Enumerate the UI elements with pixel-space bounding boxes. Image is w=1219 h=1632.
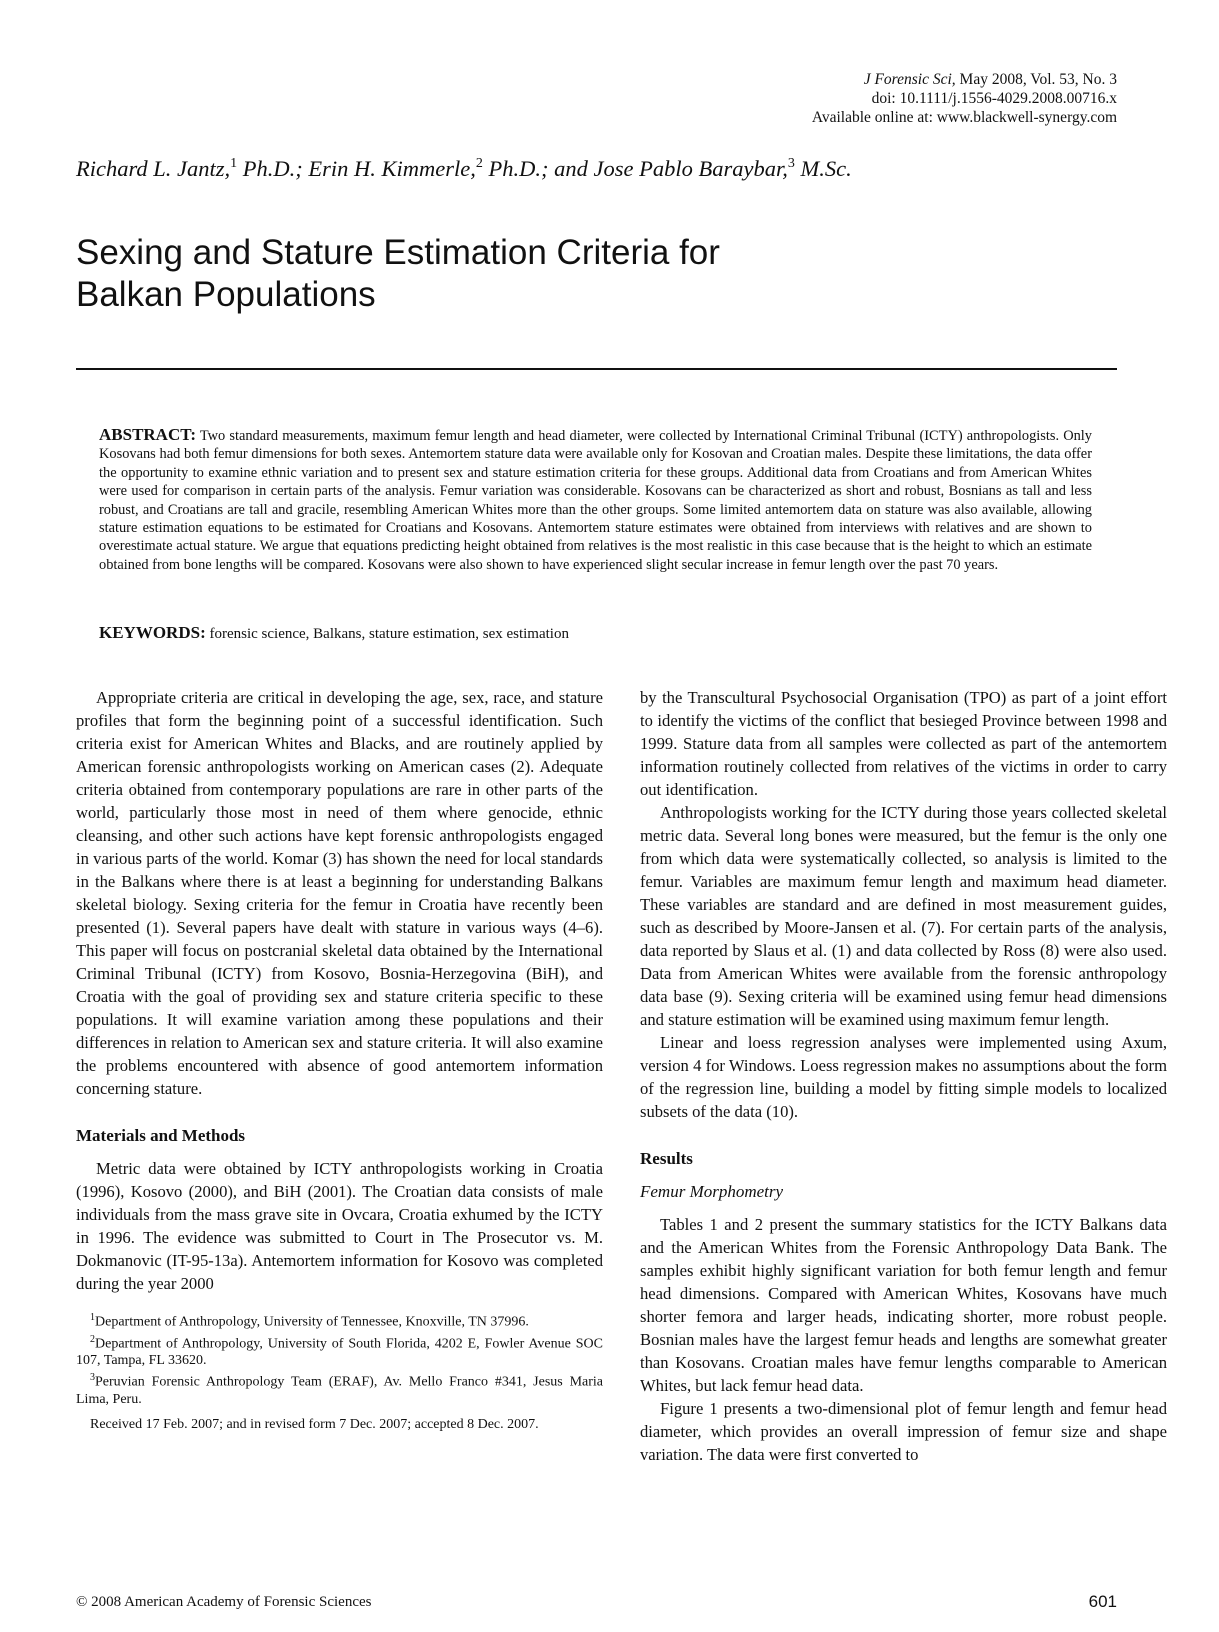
footnotes — [76, 1309, 603, 1433]
abstract — [99, 426, 1092, 574]
methods-heading: Materials and Methods — [76, 1126, 246, 1145]
journal-citation — [812, 70, 1117, 89]
paper-title — [76, 232, 976, 316]
keywords-label: KEYWORDS: — [99, 623, 206, 642]
footnote-text: Peruvian Forensic Anthropology Team (ERAF), Av. Mello Franco #341, Jesus Maria Lima, Peru. — [76, 1374, 603, 1407]
intro-paragraph: Appropriate criteria are critical in developing the age, sex, race, and stature profiles that form the beginning point of a successful identification. Such criteria exist for American Whites and Blacks, and are routinely applied by American forensic anthropologists working on American cases (2). Adequate criteria obtained from contemporary populations are rare in other parts of the world, particularly those most in need of them where genocide, ethnic cleansing, and other such actions have kept forensic anthropologists engaged in various parts of the world. Komar (3) has shown the need for local standards in the Balkans where there is at least a beginning for understanding Balkans skeletal biology. Sexing criteria for the femur in Croatia have recently been presented (1). Several papers have dealt with stature in various ways (4–6). This paper will focus on postcranial skeletal data obtained by the International Criminal Tribunal (ICTY) from Kosovo, Bosnia-Herzegovina (BiH), and Croatia with the goal of providing sex and stature criteria specific to these populations. It will examine variation among these populations and their differences in relation to American sex and stature criteria. It will also examine the problems encountered with absence of good antemortem information concerning stature. — [76, 688, 603, 1098]
author-affiliation-mark: 3 — [787, 156, 795, 171]
journal-name: J Forensic Sci, — [863, 71, 956, 88]
body-paragraph: Linear and loess regression analyses were implemented using Axum, version 4 for Windows. Loess regression makes no assumptions about the form of the regression line, building a model by fitting simple models to localized subsets of the data (10). — [640, 1033, 1167, 1121]
footnote-text: Department of Anthropology, University of South Florida, 4202 E, Fowler Avenue SOC 107, Tampa, FL 33620. — [76, 1336, 603, 1369]
footnote-mark: 2 — [90, 1333, 95, 1345]
page-number: 601 — [1088, 1592, 1117, 1611]
author-name: Richard L. Jantz, — [76, 156, 231, 181]
paper-title-line2: Balkan Populations — [76, 275, 376, 314]
journal-online: Available online at: www.blackwell-synergy.com — [811, 109, 1117, 126]
keywords-text: forensic science, Balkans, stature estimation, sex estimation — [205, 626, 569, 642]
femur-morphometry-heading: Femur Morphometry — [640, 1182, 784, 1201]
footnote — [76, 1331, 603, 1370]
abstract-label: ABSTRACT: — [99, 425, 196, 444]
methods-paragraph: Metric data were obtained by ICTY anthropologists working in Croatia (1996), Kosovo (2000), and BiH (2001). The Croatian data consists of male individuals from the mass grave site in Ovcara, Croatia exhumed by the ICTY in 1996. The evidence was submitted to Court in The Prosecutor vs. M. Dokmanovic (IT-95-13a). Antemortem information for Kosovo was completed during the year 2000 — [76, 1159, 603, 1293]
author-degree: Ph.D.; — [237, 156, 309, 181]
body-paragraph: Figure 1 presents a two-dimensional plot of femur length and femur head diameter, which provides an overall impression of femur size and shape variation. The data were first converted to — [640, 1399, 1167, 1464]
right-column — [640, 686, 1167, 1466]
author-name: Jose Pablo Baraybar, — [593, 156, 788, 181]
author-name: Erin H. Kimmerle, — [308, 156, 476, 181]
author-affiliation-mark: 2 — [475, 156, 483, 171]
author-list — [76, 156, 852, 182]
copyright-notice: © 2008 American Academy of Forensic Sciences — [76, 1594, 372, 1610]
footnote — [76, 1369, 603, 1408]
paper-title-line1: Sexing and Stature Estimation Criteria for — [76, 233, 720, 272]
results-heading: Results — [640, 1149, 693, 1168]
left-column — [76, 686, 603, 1433]
abstract-text: Two standard measurements, maximum femur length and head diameter, were collected by International Criminal Tribunal (ICTY) anthropologists. Only Kosovans had both femur dimensions for both sexes. Antemortem stature data were available only for Kosovan and Croatian males. Despite these limitations, the data offer the opportunity to examine ethnic variation and to present sex and stature estimation criteria for these groups. Additional data from Croatians and from American Whites were used for comparison in certain parts of the analysis. Femur variation was considerable. Kosovans can be characterized as short and robust, Bosnians as tall and less robust, and Croatians are tall and gracile, resembling American Whites more than the other groups. Some limited antemortem data on stature was also available, allowing stature estimation equations to be estimated for Croatians and Kosovans. Antemortem stature estimates were obtained from interviews with relatives and are shown to overestimate actual stature. We argue that equations predicting height obtained from relatives is the most realistic in this case because that is the height to which an estimate obtained from bone lengths will be compared. Kosovans were also shown to have experienced slight secular increase in femur length over the past 70 years. — [99, 428, 1092, 573]
journal-header — [812, 70, 1117, 127]
keywords — [99, 623, 569, 643]
footnote-mark: 1 — [90, 1312, 95, 1323]
author-degree: M.Sc. — [794, 156, 852, 181]
journal-doi: doi: 10.1111/j.1556-4029.2008.00716.x — [871, 90, 1117, 107]
body-paragraph: Tables 1 and 2 present the summary statistics for the ICTY Balkans data and the American Whites from the Forensic Anthropology Data Bank. The samples exhibit highly significant variation for both femur length and femur head dimensions. Compared with American Whites, Kosovans have much shorter femora and larger heads, indicating shorter, more robust people. Bosnian males have the largest femur heads and lengths are somewhat greater than Kosovans. Croatian males have femur lengths comparable to American Whites, but lack femur head data. — [640, 1215, 1167, 1395]
footnote-text: Department of Anthropology, University of Tennessee, Knoxville, TN 37996. — [95, 1314, 529, 1330]
journal-issue: May 2008, Vol. 53, No. 3 — [955, 71, 1117, 88]
title-divider — [76, 368, 1117, 370]
author-affiliation-mark: 1 — [230, 156, 238, 171]
footnote — [76, 1309, 603, 1331]
received-dates: Received 17 Feb. 2007; and in revised form 7 Dec. 2007; accepted 8 Dec. 2007. — [90, 1416, 539, 1432]
author-degree: Ph.D.; and — [482, 156, 594, 181]
body-paragraph: by the Transcultural Psychosocial Organisation (TPO) as part of a joint effort to identify the victims of the conflict that besieged Province between 1998 and 1999. Stature data from all samples were collected as part of the antemortem information routinely collected from relatives of the victims in order to carry out identification. — [640, 688, 1167, 799]
footnote-mark: 3 — [90, 1372, 95, 1384]
body-paragraph: Anthropologists working for the ICTY during those years collected skeletal metric data. Several long bones were measured, but the femur is the only one from which data were systematically collected, so analysis is limited to the femur. Variables are maximum femur length and maximum head diameter. These variables are standard and are defined in most measurement guides, such as described by Moore-Jansen et al. (7). For certain parts of the analysis, data reported by Slaus et al. (1) and data collected by Ross (8) were also used. Data from American Whites were available from the forensic anthropology data base (9). Sexing criteria will be examined using femur head dimensions and stature estimation will be examined using maximum femur length. — [640, 803, 1167, 1029]
